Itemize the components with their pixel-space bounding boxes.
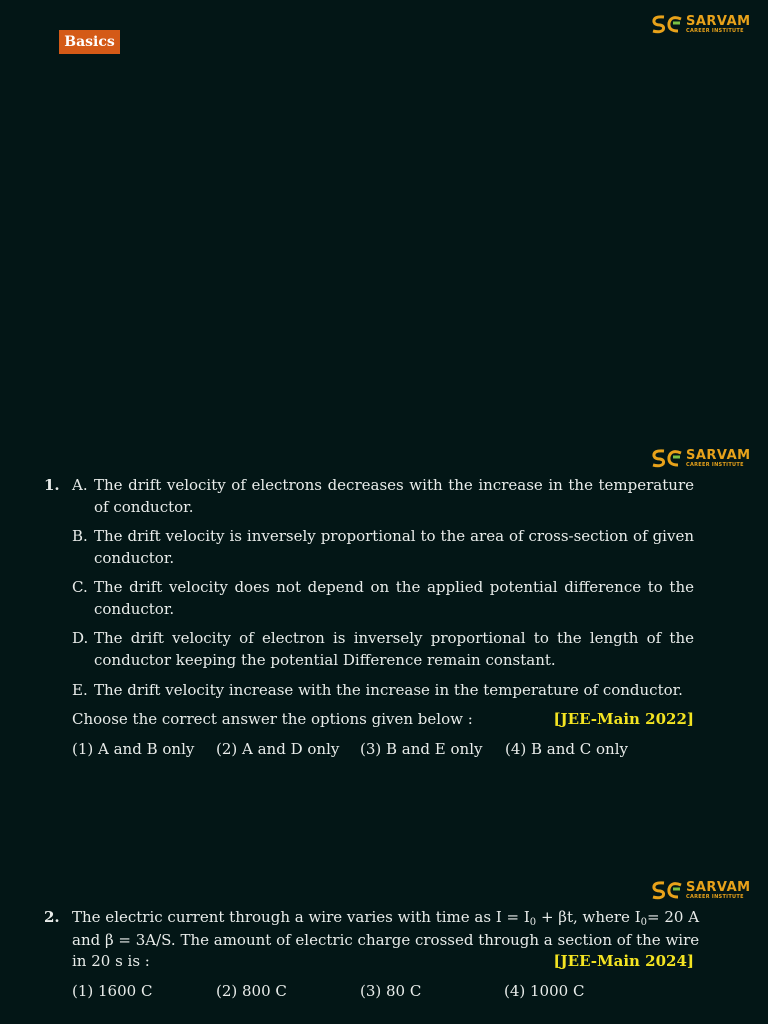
question-number: 2. <box>44 908 60 926</box>
option-1[interactable]: (1) 1600 C <box>72 982 153 1000</box>
logo-top <box>651 14 751 34</box>
statement-label: E. <box>72 681 88 699</box>
question-2 <box>44 906 700 1006</box>
logo-q1 <box>651 448 751 468</box>
statement-text: The drift velocity of electrons decreases with the increase in the temperature of conductor. <box>94 476 694 516</box>
sarvam-logo-icon <box>651 448 683 468</box>
statement-label: C. <box>72 578 88 596</box>
sarvam-logo-icon <box>651 880 683 900</box>
statement-text: The drift velocity does not depend on the applied potential difference to the conductor. <box>94 578 694 618</box>
logo-brand: SARVAM <box>686 879 751 895</box>
logo-brand: SARVAM <box>686 447 751 463</box>
logo-q2 <box>651 880 751 900</box>
option-3[interactable]: (3) B and E only <box>360 740 483 758</box>
section-tag: Basics <box>59 30 120 54</box>
logo-brand: SARVAM <box>686 13 751 29</box>
logo-sub: CAREER INSTITUTE <box>686 461 744 468</box>
question-1 <box>44 474 694 764</box>
option-2[interactable]: (2) A and D only <box>216 740 340 758</box>
question-text-c: = 20 A <box>647 908 700 926</box>
statement-text: The drift velocity is inversely proportional to the area of cross-section of given conductor. <box>94 527 694 567</box>
option-2[interactable]: (2) 800 C <box>216 982 287 1000</box>
logo-sub: CAREER INSTITUTE <box>686 27 744 34</box>
question-text-a: The electric current through a wire varies with time as $I = I_0 + \beta t$, where $I_0$ <box>72 908 648 928</box>
statement-label: A. <box>72 476 88 494</box>
question-text-line-3: in 20 s is : <box>72 952 150 970</box>
question-number: 1. <box>44 476 60 494</box>
logo-sub: CAREER INSTITUTE <box>686 893 744 900</box>
statement-text: The drift velocity of electron is inversely proportional to the length of the conductor keeping the potential Difference remain constant. <box>94 629 694 669</box>
statement-text: The drift velocity increase with the increase in the temperature of conductor. <box>94 681 683 699</box>
statement-label: D. <box>72 629 89 647</box>
question-prompt: Choose the correct answer the options given below : <box>72 710 473 728</box>
statement-label: B. <box>72 527 88 545</box>
exam-source: [JEE-Main 2022] <box>553 710 694 728</box>
option-4[interactable]: (4) B and C only <box>505 740 628 758</box>
exam-source: [JEE-Main 2024] <box>553 952 694 970</box>
option-1[interactable]: (1) A and B only <box>72 740 195 758</box>
sarvam-logo-icon <box>651 14 683 34</box>
option-4[interactable]: (4) 1000 C <box>504 982 585 1000</box>
option-3[interactable]: (3) 80 C <box>360 982 422 1000</box>
question-text-line-2: and β = 3A/S. The amount of electric charge crossed through a section of the wire <box>72 931 700 949</box>
